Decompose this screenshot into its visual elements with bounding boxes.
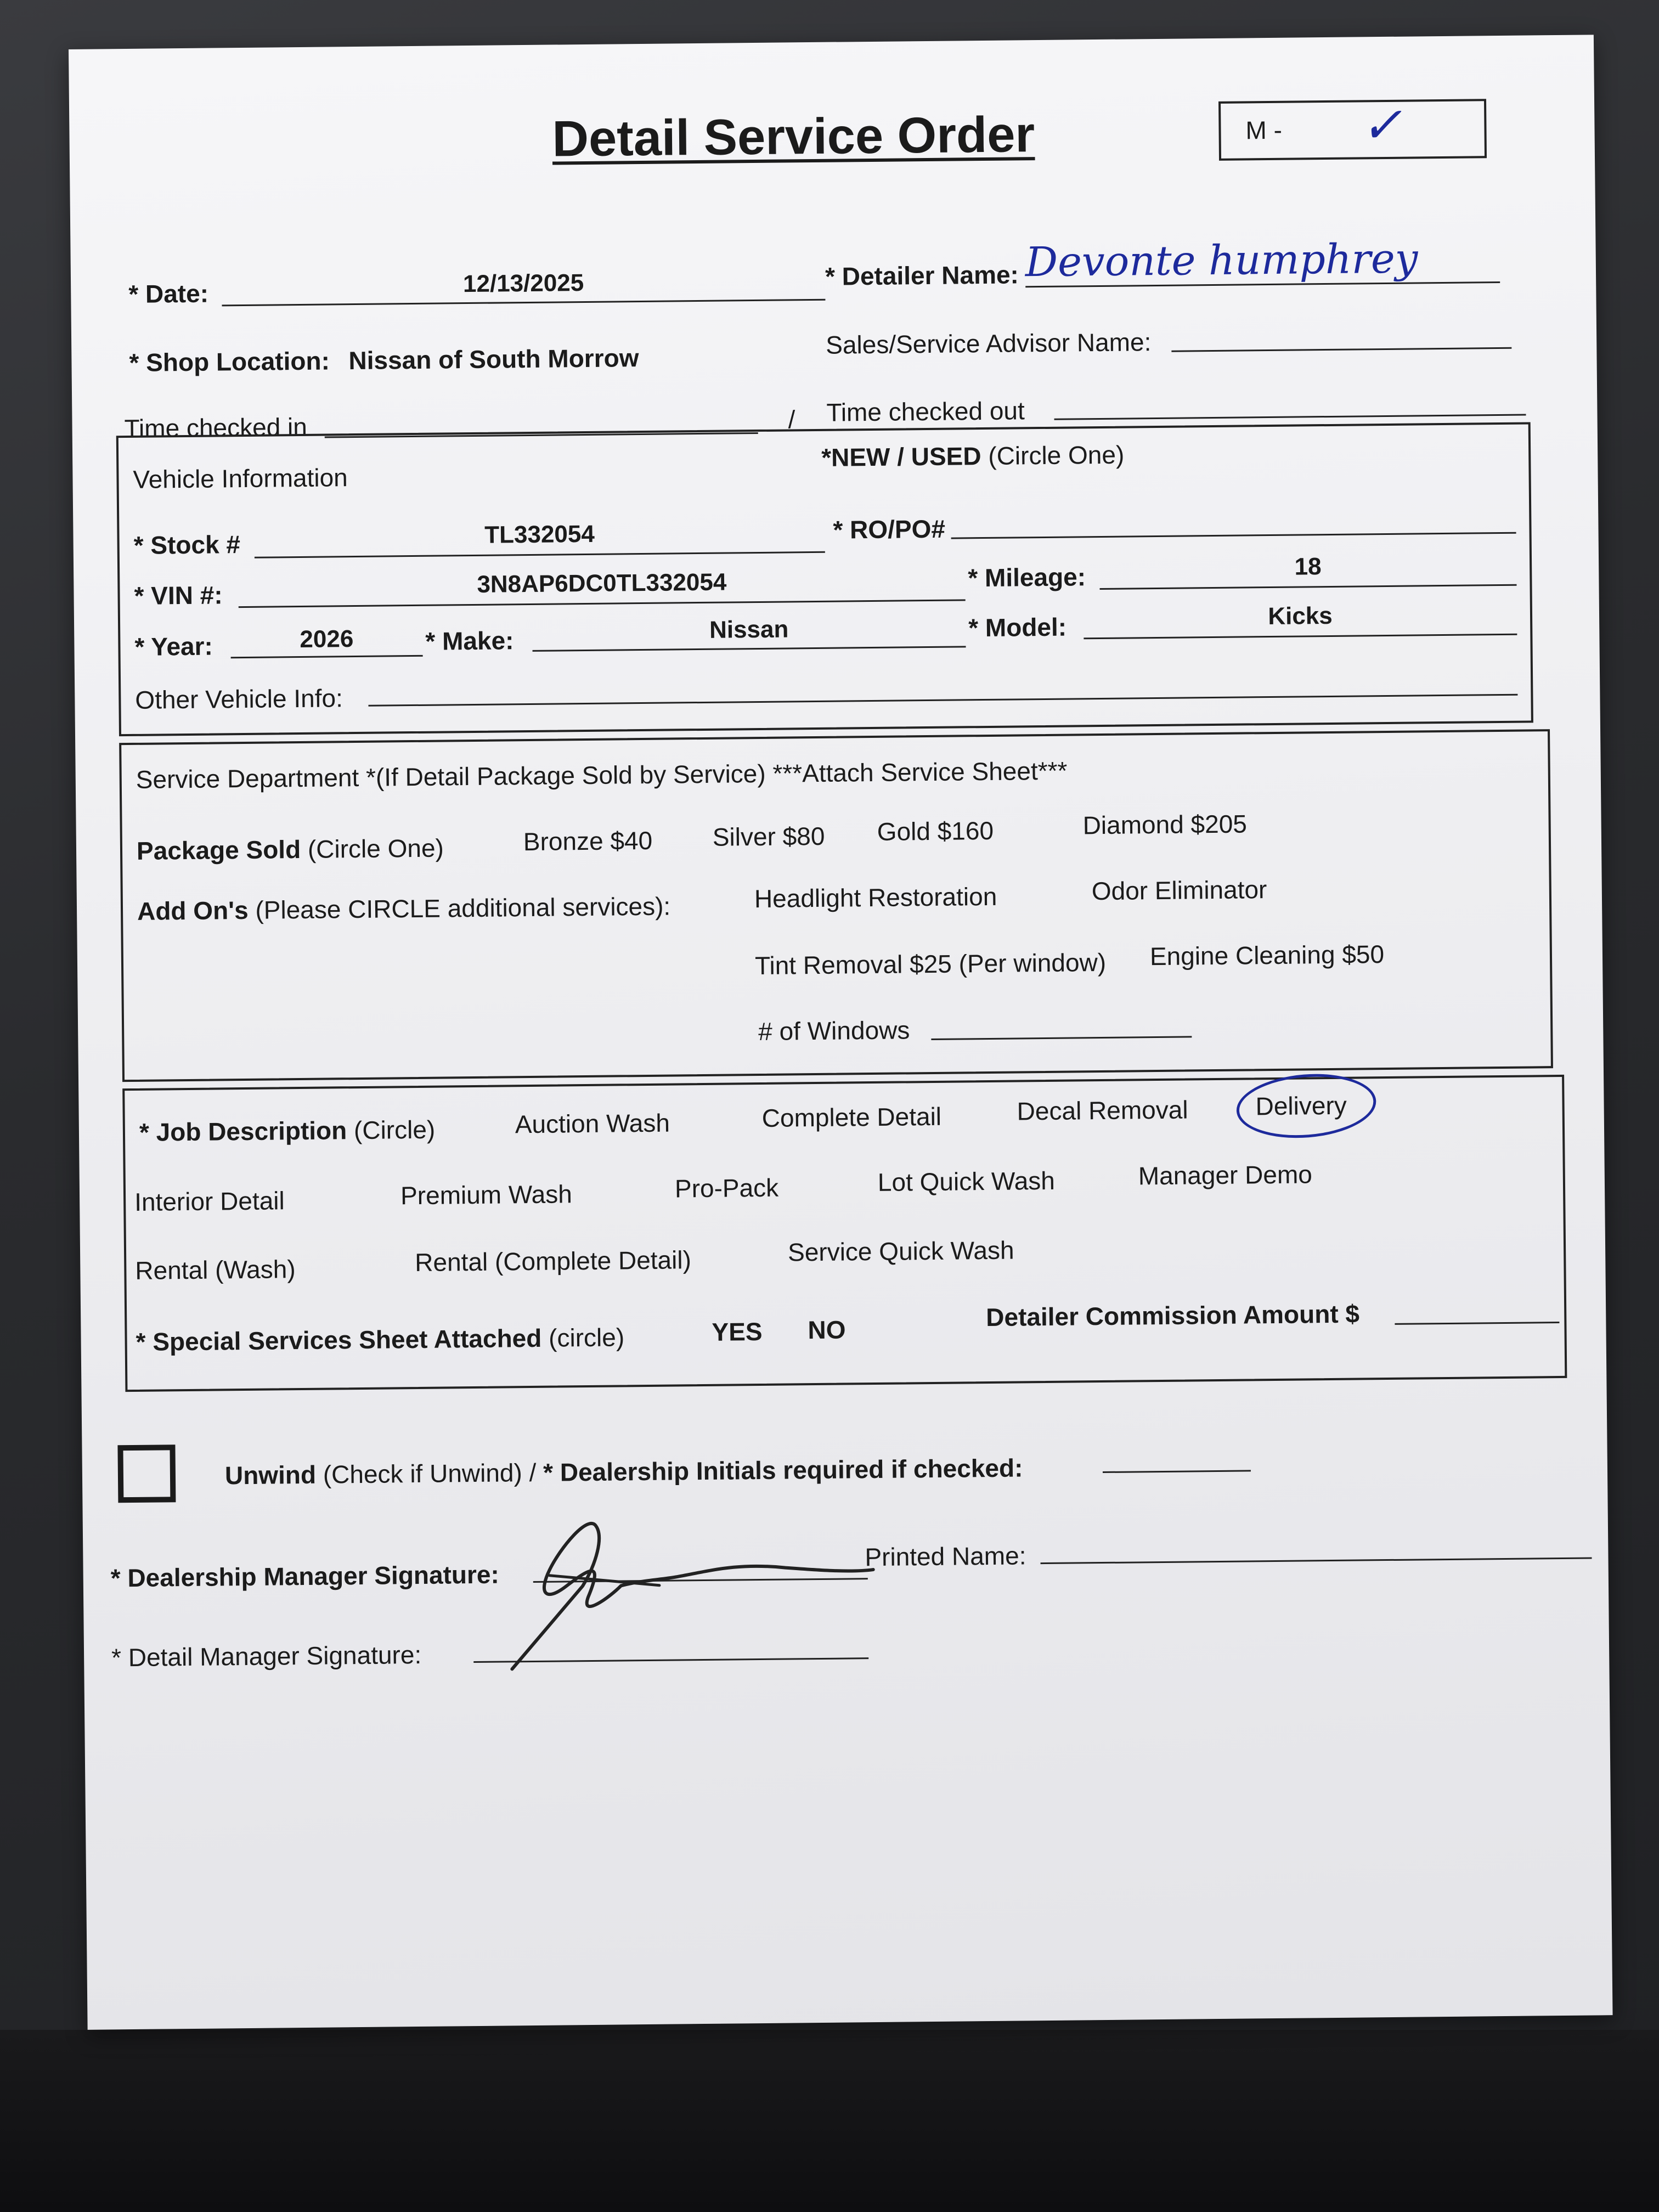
vin-value[interactable]: 3N8AP6DC0TL332054 [477,568,727,598]
special-services-label [136,1322,624,1357]
job-manager-demo[interactable]: Manager Demo [1138,1160,1313,1190]
commission-amount-label: Detailer Commission Amount $ [986,1299,1360,1332]
unwind-label-note: (Check if Unwind) / [323,1458,537,1489]
job-description-label [139,1115,436,1147]
service-department-heading: Service Department *(If Detail Package Sold by Service) ***Attach Service Sheet*** [136,756,1068,794]
package-sold-label-note: (Circle One) [307,833,444,864]
addon-engine-cleaning[interactable]: Engine Cleaning $50 [1149,940,1385,971]
package-silver[interactable]: Silver $80 [712,821,825,851]
special-services-label-bold: * Special Services Sheet Attached [136,1323,542,1356]
form-title: Detail Service Order [552,106,1035,167]
vin-label: * VIN #: [134,580,223,610]
m-box-check-mark: ✓ [1360,96,1403,155]
advisor-name-label: Sales/Service Advisor Name: [825,328,1152,359]
job-rental-wash[interactable]: Rental (Wash) [135,1255,296,1285]
job-service-quick-wash[interactable]: Service Quick Wash [787,1235,1014,1267]
new-used-field[interactable] [821,440,1125,472]
stock-value[interactable]: TL332054 [484,520,595,549]
m-box [1218,96,1487,161]
ro-po-label: * RO/PO# [833,514,946,544]
printed-name-line[interactable] [1041,1557,1592,1564]
model-label: * Model: [968,612,1067,642]
package-sold-label-bold: Package Sold [136,835,301,865]
shop-location-label: * Shop Location: [129,346,330,377]
date-label: * Date: [128,279,209,308]
add-ons-label-bold: Add On's [137,895,249,926]
job-pro-pack[interactable]: Pro-Pack [674,1173,779,1203]
special-services-no[interactable]: NO [808,1315,846,1345]
job-premium-wash[interactable]: Premium Wash [400,1180,573,1210]
time-checked-in-label: Time checked in [124,412,308,443]
make-value[interactable]: Nissan [709,616,789,644]
mileage-value[interactable]: 18 [1294,553,1322,580]
time-checked-out-line[interactable] [1054,414,1526,420]
package-diamond[interactable]: Diamond $205 [1082,809,1248,840]
date-line [222,299,825,307]
job-description-label-note: (Circle) [353,1115,436,1145]
dealership-manager-signature-mark [478,1501,896,1680]
detailer-name-value[interactable]: Devonte humphrey [1025,235,1418,286]
add-ons-label-note: (Please CIRCLE additional services): [255,891,671,924]
job-complete-detail[interactable]: Complete Detail [761,1102,942,1132]
package-sold-label [137,833,444,866]
stock-label: * Stock # [133,530,241,560]
addon-odor-eliminator[interactable]: Odor Eliminator [1091,875,1267,906]
date-value[interactable]: 12/13/2025 [462,269,584,298]
new-used-label: *NEW / USED [821,442,981,472]
dealership-manager-signature-label: * Dealership Manager Signature: [110,1560,500,1593]
other-vehicle-info-label: Other Vehicle Info: [135,684,343,714]
job-auction-wash[interactable]: Auction Wash [515,1108,670,1139]
job-interior-detail[interactable]: Interior Detail [134,1186,285,1216]
new-used-note: (Circle One) [988,440,1125,470]
add-ons-label [137,891,671,926]
job-rental-complete-detail[interactable]: Rental (Complete Detail) [415,1245,692,1277]
job-lot-quick-wash[interactable]: Lot Quick Wash [877,1166,1056,1197]
unwind-label [225,1453,1023,1490]
dealership-initials-label: * Dealership Initials required if checked: [543,1453,1023,1487]
time-checked-out-label: Time checked out [826,396,1025,427]
service-order-sheet [69,35,1613,2030]
dealership-initials-line[interactable] [1103,1470,1251,1473]
year-value[interactable]: 2026 [300,625,354,653]
printed-name-label: Printed Name: [865,1541,1026,1572]
unwind-label-bold: Unwind [224,1460,317,1490]
year-label: * Year: [134,631,213,661]
package-bronze[interactable]: Bronze $40 [523,826,653,856]
background-surface [0,2030,1659,2212]
make-label: * Make: [425,626,514,656]
package-gold[interactable]: Gold $160 [877,816,994,846]
vehicle-information-heading: Vehicle Information [133,463,348,494]
unwind-checkbox[interactable] [117,1444,176,1503]
time-separator: / [788,405,795,434]
job-description-label-bold: * Job Description [139,1116,347,1147]
job-delivery[interactable]: Delivery [1255,1091,1347,1121]
detail-manager-signature-label: * Detail Manager Signature: [111,1640,422,1672]
special-services-label-note: (circle) [548,1323,625,1352]
mileage-label: * Mileage: [968,562,1086,592]
special-services-yes[interactable]: YES [712,1317,763,1346]
addon-tint-removal[interactable]: Tint Removal $25 (Per window) [754,947,1107,980]
model-value[interactable]: Kicks [1268,602,1333,630]
addon-headlight-restoration[interactable]: Headlight Restoration [754,882,997,913]
windows-count-label: # of Windows [758,1015,910,1046]
advisor-name-line[interactable] [1171,347,1511,352]
m-box-label: M - [1245,115,1283,145]
job-decal-removal[interactable]: Decal Removal [1017,1095,1188,1126]
detailer-name-label: * Detailer Name: [825,260,1019,291]
shop-location-value[interactable]: Nissan of South Morrow [348,343,639,375]
